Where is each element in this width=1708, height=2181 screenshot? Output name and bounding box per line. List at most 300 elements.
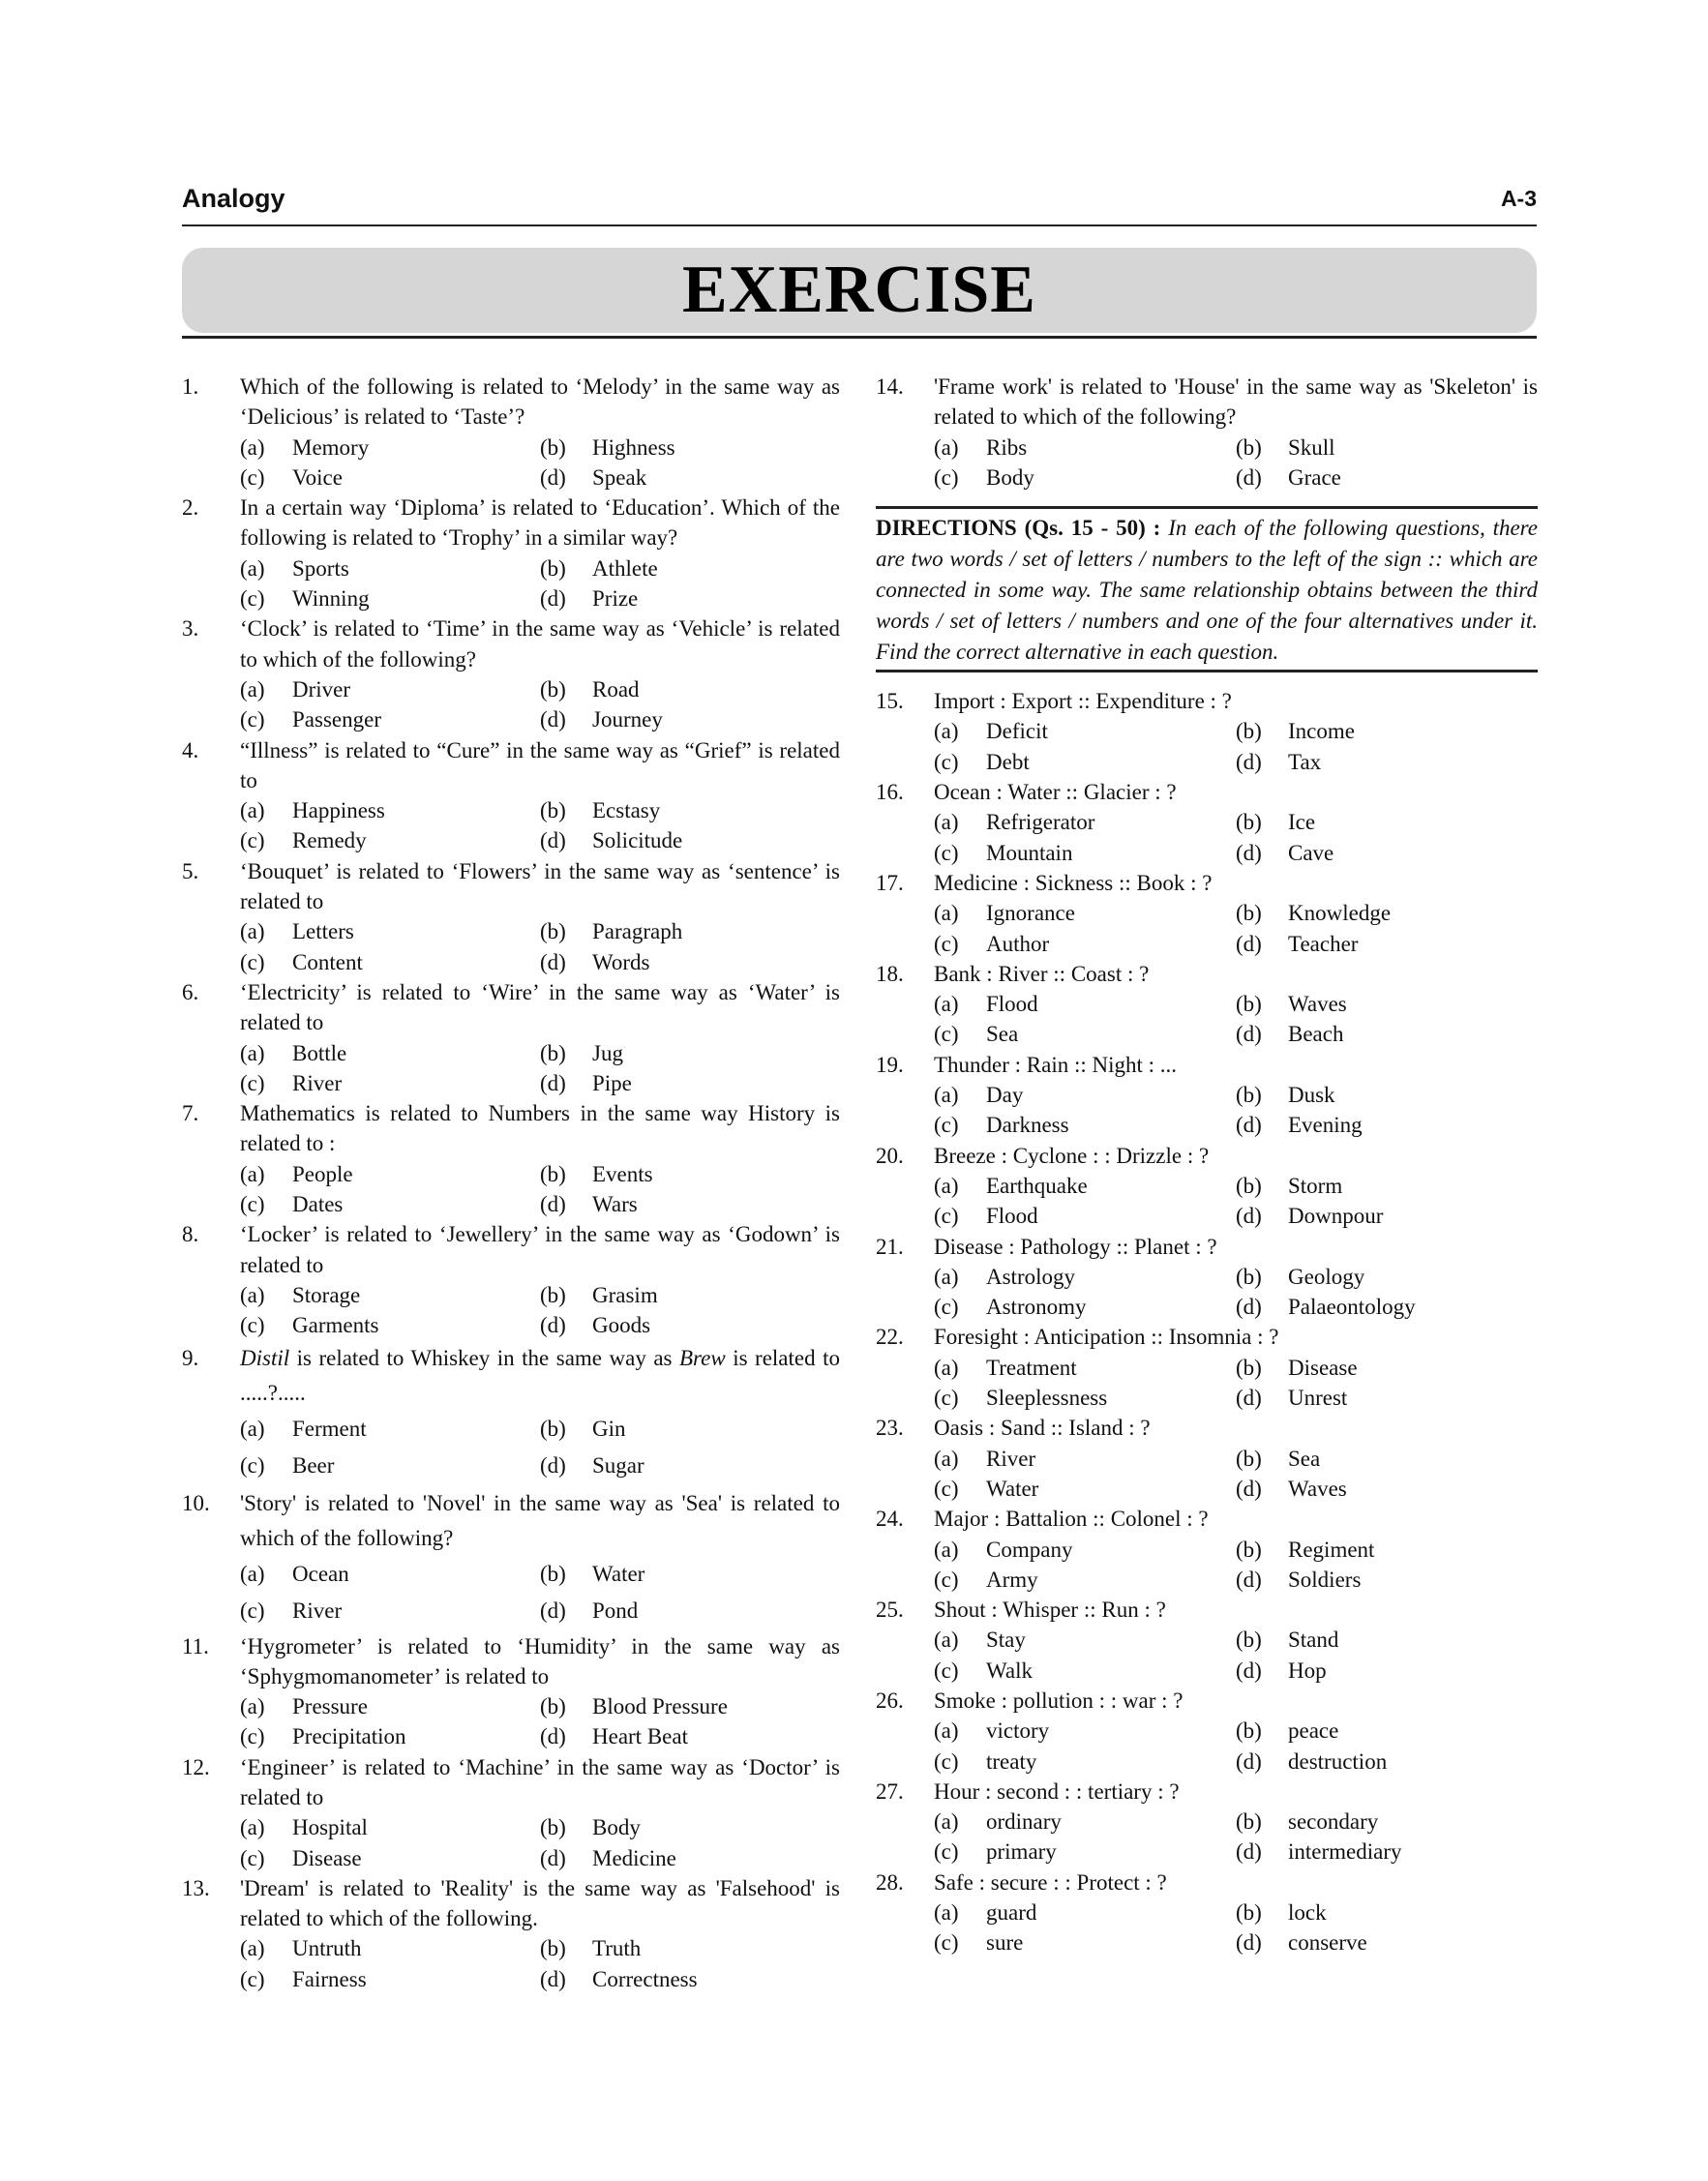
option-text: Heart Beat bbox=[592, 1724, 688, 1749]
option-text: Grace bbox=[1288, 464, 1341, 490]
options-grid bbox=[934, 433, 1538, 493]
option-letter: (a) bbox=[934, 901, 959, 926]
option-text: Waves bbox=[1288, 992, 1347, 1017]
option-text: Medicine bbox=[592, 1845, 676, 1870]
right-column bbox=[876, 372, 1538, 1958]
option-letter: (d) bbox=[1236, 1930, 1262, 1956]
option-text: ordinary bbox=[986, 1809, 1062, 1835]
question-item bbox=[876, 959, 1538, 1050]
option-letter: (a) bbox=[240, 798, 265, 823]
option-item bbox=[934, 1201, 1236, 1231]
option-text: guard bbox=[986, 1900, 1037, 1926]
question-text: 'Story' is related to 'Novel' in the same way as 'Sea' is related to which of the following? bbox=[240, 1490, 840, 1550]
option-item bbox=[1236, 1383, 1538, 1413]
question-row bbox=[876, 868, 1538, 898]
option-item bbox=[934, 747, 1236, 777]
option-text: Water bbox=[986, 1476, 1039, 1501]
option-item bbox=[934, 1474, 1236, 1504]
option-item bbox=[540, 1812, 840, 1842]
option-item bbox=[540, 1280, 840, 1310]
option-item bbox=[540, 1843, 840, 1873]
option-item bbox=[540, 916, 840, 946]
option-letter: (d) bbox=[1236, 931, 1262, 956]
option-letter: (d) bbox=[1236, 1839, 1262, 1865]
question-number: 1. bbox=[182, 374, 199, 399]
option-letter: (b) bbox=[1236, 901, 1262, 926]
question-text: Oasis : Sand :: Island : ? bbox=[934, 1416, 1151, 1441]
option-text: Precipitation bbox=[292, 1724, 406, 1749]
option-item bbox=[934, 989, 1236, 1019]
option-item bbox=[1236, 838, 1538, 868]
question-number: 13. bbox=[182, 1875, 210, 1900]
option-text: Day bbox=[986, 1083, 1024, 1108]
option-text: Darkness bbox=[986, 1113, 1069, 1138]
option-item bbox=[1236, 1565, 1538, 1595]
question-item bbox=[876, 1595, 1538, 1686]
option-text: Mountain bbox=[986, 840, 1073, 865]
option-text: Solicitude bbox=[592, 828, 683, 853]
option-text: Water bbox=[592, 1561, 645, 1586]
option-letter: (b) bbox=[540, 919, 566, 944]
options-grid bbox=[934, 1444, 1538, 1505]
question-row bbox=[876, 1595, 1538, 1625]
option-text: lock bbox=[1288, 1900, 1327, 1926]
option-item bbox=[1236, 1897, 1538, 1927]
option-item bbox=[934, 838, 1236, 868]
question-text: 'Frame work' is related to 'House' in the same way as 'Skeleton' is related to which of the following? bbox=[934, 374, 1538, 430]
option-text: Passenger bbox=[292, 707, 381, 732]
options-grid bbox=[934, 1535, 1538, 1596]
option-letter: (a) bbox=[240, 434, 265, 460]
option-letter: (b) bbox=[540, 555, 566, 581]
option-letter: (a) bbox=[240, 1694, 265, 1719]
options-grid bbox=[934, 807, 1538, 868]
option-letter: (a) bbox=[240, 1561, 265, 1586]
option-letter: (d) bbox=[1236, 749, 1262, 774]
question-text: Which of the following is related to ‘Melody’ in the same way as ‘Delicious’ is related to ‘Taste’? bbox=[240, 374, 840, 430]
option-letter: (a) bbox=[240, 1040, 265, 1065]
question-item bbox=[182, 1486, 840, 1629]
options-grid bbox=[240, 433, 840, 493]
question-item bbox=[182, 493, 840, 613]
option-item bbox=[934, 1656, 1236, 1686]
option-letter: (b) bbox=[1236, 1718, 1262, 1744]
question-row bbox=[876, 1504, 1538, 1534]
question-number: 23. bbox=[876, 1416, 904, 1441]
option-letter: (c) bbox=[934, 1113, 959, 1138]
option-letter: (d) bbox=[540, 949, 566, 974]
option-letter: (c) bbox=[240, 1598, 265, 1623]
option-item bbox=[240, 1964, 540, 1994]
question-text: Smoke : pollution : : war : ? bbox=[934, 1688, 1184, 1713]
option-item bbox=[934, 463, 1236, 493]
option-text: Correctness bbox=[592, 1966, 698, 1991]
option-letter: (d) bbox=[1236, 1567, 1262, 1592]
question-text: ‘Hygrometer’ is related to ‘Humidity’ in the same way as ‘Sphygmomanometer’ is related to bbox=[240, 1633, 840, 1688]
option-letter: (c) bbox=[934, 1930, 959, 1956]
option-text: secondary bbox=[1288, 1809, 1379, 1835]
option-item bbox=[934, 716, 1236, 746]
option-letter: (c) bbox=[934, 1295, 959, 1320]
option-letter: (a) bbox=[240, 1815, 265, 1840]
option-item bbox=[934, 1535, 1236, 1565]
option-item bbox=[934, 1353, 1236, 1383]
question-item bbox=[876, 1867, 1538, 1958]
option-text: Sleeplessness bbox=[986, 1386, 1108, 1411]
question-text: Ocean : Water :: Glacier : ? bbox=[934, 780, 1177, 805]
option-letter: (b) bbox=[1236, 434, 1262, 460]
option-item bbox=[240, 583, 540, 613]
option-text: Earthquake bbox=[986, 1173, 1088, 1198]
option-letter: (d) bbox=[540, 1845, 566, 1870]
option-text: Blood Pressure bbox=[592, 1694, 728, 1719]
option-letter: (b) bbox=[540, 676, 566, 702]
options-grid bbox=[240, 1280, 840, 1341]
option-text: victory bbox=[986, 1718, 1050, 1744]
question-text: Import : Export :: Expenditure : ? bbox=[934, 689, 1232, 714]
question-item bbox=[876, 686, 1538, 777]
option-text: Body bbox=[592, 1815, 641, 1840]
option-letter: (d) bbox=[540, 464, 566, 490]
options-grid bbox=[934, 1080, 1538, 1141]
option-text: Pressure bbox=[292, 1694, 368, 1719]
option-text: Truth bbox=[592, 1936, 642, 1961]
question-italic-word: Brew bbox=[679, 1345, 726, 1370]
exercise-title: EXERCISE bbox=[682, 253, 1036, 327]
option-letter: (b) bbox=[1236, 1173, 1262, 1198]
option-letter: (b) bbox=[1236, 1900, 1262, 1926]
question-text: 'Dream' is related to 'Reality' is the same way as 'Falsehood' is related to which of the following. bbox=[240, 1875, 840, 1931]
question-item bbox=[182, 1341, 840, 1484]
option-letter: (a) bbox=[934, 434, 959, 460]
options-grid bbox=[240, 1691, 840, 1752]
option-text: Bottle bbox=[292, 1040, 347, 1065]
option-item bbox=[540, 795, 840, 825]
option-letter: (a) bbox=[240, 919, 265, 944]
question-row bbox=[876, 1232, 1538, 1262]
options-grid bbox=[240, 1038, 840, 1099]
question-item bbox=[182, 372, 840, 493]
option-item bbox=[1236, 1019, 1538, 1049]
option-letter: (d) bbox=[1236, 1748, 1262, 1774]
option-letter: (c) bbox=[934, 1748, 959, 1774]
option-item bbox=[934, 1383, 1236, 1413]
option-text: Content bbox=[292, 949, 363, 974]
option-text: Treatment bbox=[986, 1355, 1077, 1380]
option-item bbox=[240, 1411, 540, 1448]
option-text: Ignorance bbox=[986, 901, 1075, 926]
option-text: Skull bbox=[1288, 434, 1335, 460]
left-column bbox=[182, 372, 840, 1994]
option-text: Goods bbox=[592, 1313, 651, 1338]
option-letter: (c) bbox=[240, 1070, 265, 1095]
option-item bbox=[240, 1933, 540, 1963]
option-text: Ferment bbox=[292, 1416, 367, 1441]
option-text: Debt bbox=[986, 749, 1030, 774]
question-number: 17. bbox=[876, 870, 904, 895]
option-item bbox=[1236, 1262, 1538, 1292]
question-item bbox=[876, 1686, 1538, 1777]
option-letter: (d) bbox=[540, 828, 566, 853]
option-item bbox=[934, 1262, 1236, 1292]
question-row bbox=[182, 493, 840, 553]
question-row bbox=[182, 735, 840, 796]
option-letter: (a) bbox=[934, 1446, 959, 1471]
option-item bbox=[240, 1448, 540, 1484]
option-item bbox=[1236, 747, 1538, 777]
option-letter: (c) bbox=[934, 840, 959, 865]
option-text: Astrology bbox=[986, 1264, 1075, 1289]
option-item bbox=[1236, 433, 1538, 463]
option-letter: (a) bbox=[934, 1264, 959, 1289]
option-letter: (d) bbox=[540, 1452, 566, 1478]
option-letter: (c) bbox=[934, 464, 959, 490]
question-text: In a certain way ‘Diploma’ is related to ‘Education’. Which of the following is related to ‘Trophy’ in a similar way? bbox=[240, 495, 840, 551]
exercise-banner bbox=[182, 248, 1537, 333]
option-text: Beer bbox=[292, 1452, 335, 1478]
option-item bbox=[934, 1625, 1236, 1655]
option-item bbox=[240, 825, 540, 855]
question-text: Foresight : Anticipation :: Insomnia : ? bbox=[934, 1325, 1279, 1350]
question-number: 28. bbox=[876, 1869, 904, 1895]
question-text-part: is related to Whiskey in the same way as bbox=[289, 1345, 679, 1370]
option-item bbox=[1236, 1353, 1538, 1383]
option-letter: (a) bbox=[934, 1537, 959, 1562]
question-14-holder bbox=[876, 372, 1538, 493]
option-text: Happiness bbox=[292, 798, 385, 823]
option-item bbox=[240, 704, 540, 734]
option-item bbox=[540, 1189, 840, 1219]
option-text: Sports bbox=[292, 555, 349, 581]
option-letter: (b) bbox=[540, 1815, 566, 1840]
question-item bbox=[876, 1322, 1538, 1413]
option-item bbox=[934, 1171, 1236, 1201]
option-item bbox=[540, 1933, 840, 1963]
option-text: Geology bbox=[1288, 1264, 1365, 1289]
option-letter: (b) bbox=[1236, 1446, 1262, 1471]
option-text: Letters bbox=[292, 919, 354, 944]
option-item bbox=[1236, 1110, 1538, 1140]
option-text: Sugar bbox=[592, 1452, 644, 1478]
option-letter: (d) bbox=[1236, 1295, 1262, 1320]
question-row bbox=[182, 1873, 840, 1934]
option-item bbox=[240, 916, 540, 946]
option-letter: (d) bbox=[540, 707, 566, 732]
option-letter: (d) bbox=[1236, 1476, 1262, 1501]
option-letter: (b) bbox=[1236, 719, 1262, 744]
option-item bbox=[540, 704, 840, 734]
option-text: Sea bbox=[986, 1022, 1019, 1047]
option-item bbox=[934, 898, 1236, 928]
option-text: Storm bbox=[1288, 1173, 1343, 1198]
chapter-title: Analogy bbox=[182, 184, 285, 213]
option-item bbox=[540, 1310, 840, 1340]
option-text: Body bbox=[986, 464, 1034, 490]
option-text: Walk bbox=[986, 1658, 1033, 1683]
option-text: Astronomy bbox=[986, 1295, 1087, 1320]
option-item bbox=[240, 674, 540, 704]
option-item bbox=[540, 674, 840, 704]
page-number: A-3 bbox=[1500, 186, 1537, 211]
question-row bbox=[182, 1631, 840, 1692]
option-text: Teacher bbox=[1288, 931, 1359, 956]
option-item bbox=[934, 1716, 1236, 1746]
option-text: intermediary bbox=[1288, 1839, 1402, 1865]
option-letter: (c) bbox=[934, 749, 959, 774]
option-text: Disease bbox=[1288, 1355, 1358, 1380]
option-item bbox=[240, 1721, 540, 1751]
option-text: Ribs bbox=[986, 434, 1028, 460]
option-text: Disease bbox=[292, 1845, 362, 1870]
option-letter: (d) bbox=[540, 1313, 566, 1338]
option-letter: (d) bbox=[1236, 1204, 1262, 1229]
question-item bbox=[182, 856, 840, 977]
question-number: 26. bbox=[876, 1688, 904, 1713]
option-item bbox=[934, 1444, 1236, 1474]
option-item bbox=[934, 929, 1236, 959]
option-letter: (d) bbox=[1236, 1658, 1262, 1683]
options-grid bbox=[934, 1171, 1538, 1232]
option-letter: (b) bbox=[1236, 992, 1262, 1017]
option-text: Soldiers bbox=[1288, 1567, 1362, 1592]
option-item bbox=[240, 463, 540, 493]
question-text: Medicine : Sickness :: Book : ? bbox=[934, 870, 1213, 895]
option-letter: (c) bbox=[934, 931, 959, 956]
options-grid bbox=[934, 989, 1538, 1050]
option-letter: (c) bbox=[240, 464, 265, 490]
option-text: Stay bbox=[986, 1628, 1026, 1653]
question-text bbox=[240, 1341, 840, 1411]
option-item bbox=[1236, 1747, 1538, 1777]
question-row bbox=[182, 1341, 840, 1411]
option-letter: (c) bbox=[240, 1724, 265, 1749]
options-grid bbox=[240, 1933, 840, 1994]
option-letter: (b) bbox=[540, 1416, 566, 1441]
option-letter: (d) bbox=[540, 1966, 566, 1991]
option-text: Tax bbox=[1288, 749, 1322, 774]
question-text: ‘Locker’ is related to ‘Jewellery’ in the same way as ‘Godown’ is related to bbox=[240, 1222, 840, 1277]
options-grid bbox=[934, 898, 1538, 959]
question-number: 5. bbox=[182, 858, 199, 883]
option-letter: (d) bbox=[1236, 1386, 1262, 1411]
question-item bbox=[182, 1098, 840, 1219]
question-item bbox=[182, 1631, 840, 1752]
option-text: Paragraph bbox=[592, 919, 683, 944]
options-grid bbox=[240, 916, 840, 977]
option-text: Hop bbox=[1288, 1658, 1327, 1683]
option-item bbox=[1236, 1625, 1538, 1655]
option-item bbox=[934, 433, 1236, 463]
option-letter: (a) bbox=[934, 1173, 959, 1198]
option-item bbox=[240, 1189, 540, 1219]
question-number: 10. bbox=[182, 1490, 210, 1515]
question-row bbox=[876, 372, 1538, 433]
option-text: Road bbox=[592, 676, 640, 702]
question-number: 24. bbox=[876, 1507, 904, 1532]
question-row bbox=[182, 977, 840, 1038]
question-number: 19. bbox=[876, 1052, 904, 1077]
question-number: 9. bbox=[182, 1345, 199, 1370]
question-item bbox=[182, 1219, 840, 1340]
question-italic-word: Distil bbox=[240, 1345, 290, 1370]
option-item bbox=[934, 1747, 1236, 1777]
option-text: Palaeontology bbox=[1288, 1295, 1416, 1320]
option-text: Army bbox=[986, 1567, 1038, 1592]
question-text: Shout : Whisper :: Run : ? bbox=[934, 1598, 1166, 1623]
right-question-list bbox=[876, 686, 1538, 1957]
question-row bbox=[876, 1413, 1538, 1443]
question-number: 27. bbox=[876, 1778, 904, 1804]
question-text: Breeze : Cyclone : : Drizzle : ? bbox=[934, 1143, 1210, 1168]
options-grid bbox=[240, 674, 840, 735]
option-letter: (a) bbox=[934, 992, 959, 1017]
option-letter: (a) bbox=[934, 1628, 959, 1653]
option-item bbox=[1236, 1716, 1538, 1746]
option-item bbox=[1236, 1201, 1538, 1231]
question-item bbox=[182, 613, 840, 734]
option-item bbox=[1236, 1474, 1538, 1504]
option-text: River bbox=[292, 1070, 343, 1095]
question-text: ‘Engineer’ is related to ‘Machine’ in the same way as ‘Doctor’ is related to bbox=[240, 1754, 840, 1809]
option-item bbox=[934, 1837, 1236, 1867]
directions-text: In each of the following questions, there are two words / set of letters / numbers to the left of the sign :: which are connected in some way. The same relationship obtains between the third words / set of letters / numbers and one of the four alternatives under it. Find the correct alternative in each question. bbox=[876, 516, 1538, 665]
options-grid bbox=[240, 1411, 840, 1484]
option-text: primary bbox=[986, 1839, 1057, 1865]
option-item bbox=[1236, 463, 1538, 493]
question-number: 21. bbox=[876, 1234, 904, 1259]
option-text: Prize bbox=[592, 586, 639, 612]
option-item bbox=[240, 1691, 540, 1721]
option-text: Journey bbox=[592, 707, 663, 732]
question-item bbox=[182, 735, 840, 856]
option-item bbox=[934, 807, 1236, 837]
option-letter: (c) bbox=[240, 1192, 265, 1217]
option-text: Regiment bbox=[1288, 1537, 1375, 1562]
option-text: Unrest bbox=[1288, 1386, 1348, 1411]
question-row bbox=[876, 959, 1538, 989]
option-text: Untruth bbox=[292, 1936, 362, 1961]
option-item bbox=[1236, 1080, 1538, 1110]
question-item bbox=[876, 1232, 1538, 1323]
option-text: Flood bbox=[986, 1204, 1038, 1229]
option-text: Highness bbox=[592, 434, 675, 460]
question-number: 22. bbox=[876, 1325, 904, 1350]
option-item bbox=[240, 1843, 540, 1873]
option-item bbox=[934, 1110, 1236, 1140]
question-number: 25. bbox=[876, 1598, 904, 1623]
question-number: 16. bbox=[876, 780, 904, 805]
option-item bbox=[240, 1556, 540, 1593]
option-text: Driver bbox=[292, 676, 351, 702]
option-item bbox=[540, 1593, 840, 1629]
option-letter: (a) bbox=[240, 676, 265, 702]
option-item bbox=[240, 795, 540, 825]
option-text: conserve bbox=[1288, 1930, 1367, 1956]
option-text: Deficit bbox=[986, 719, 1048, 744]
question-row bbox=[182, 1098, 840, 1159]
option-letter: (b) bbox=[540, 798, 566, 823]
option-text: Pond bbox=[592, 1598, 639, 1623]
question-row bbox=[876, 686, 1538, 716]
question-number: 20. bbox=[876, 1143, 904, 1168]
option-text: destruction bbox=[1288, 1748, 1388, 1774]
option-text: Ecstasy bbox=[592, 798, 661, 823]
option-letter: (a) bbox=[934, 1083, 959, 1108]
question-text: Disease : Pathology :: Planet : ? bbox=[934, 1234, 1217, 1259]
question-text: Major : Battalion :: Colonel : ? bbox=[934, 1507, 1209, 1532]
option-text: Income bbox=[1288, 719, 1355, 744]
option-letter: (a) bbox=[934, 1355, 959, 1380]
